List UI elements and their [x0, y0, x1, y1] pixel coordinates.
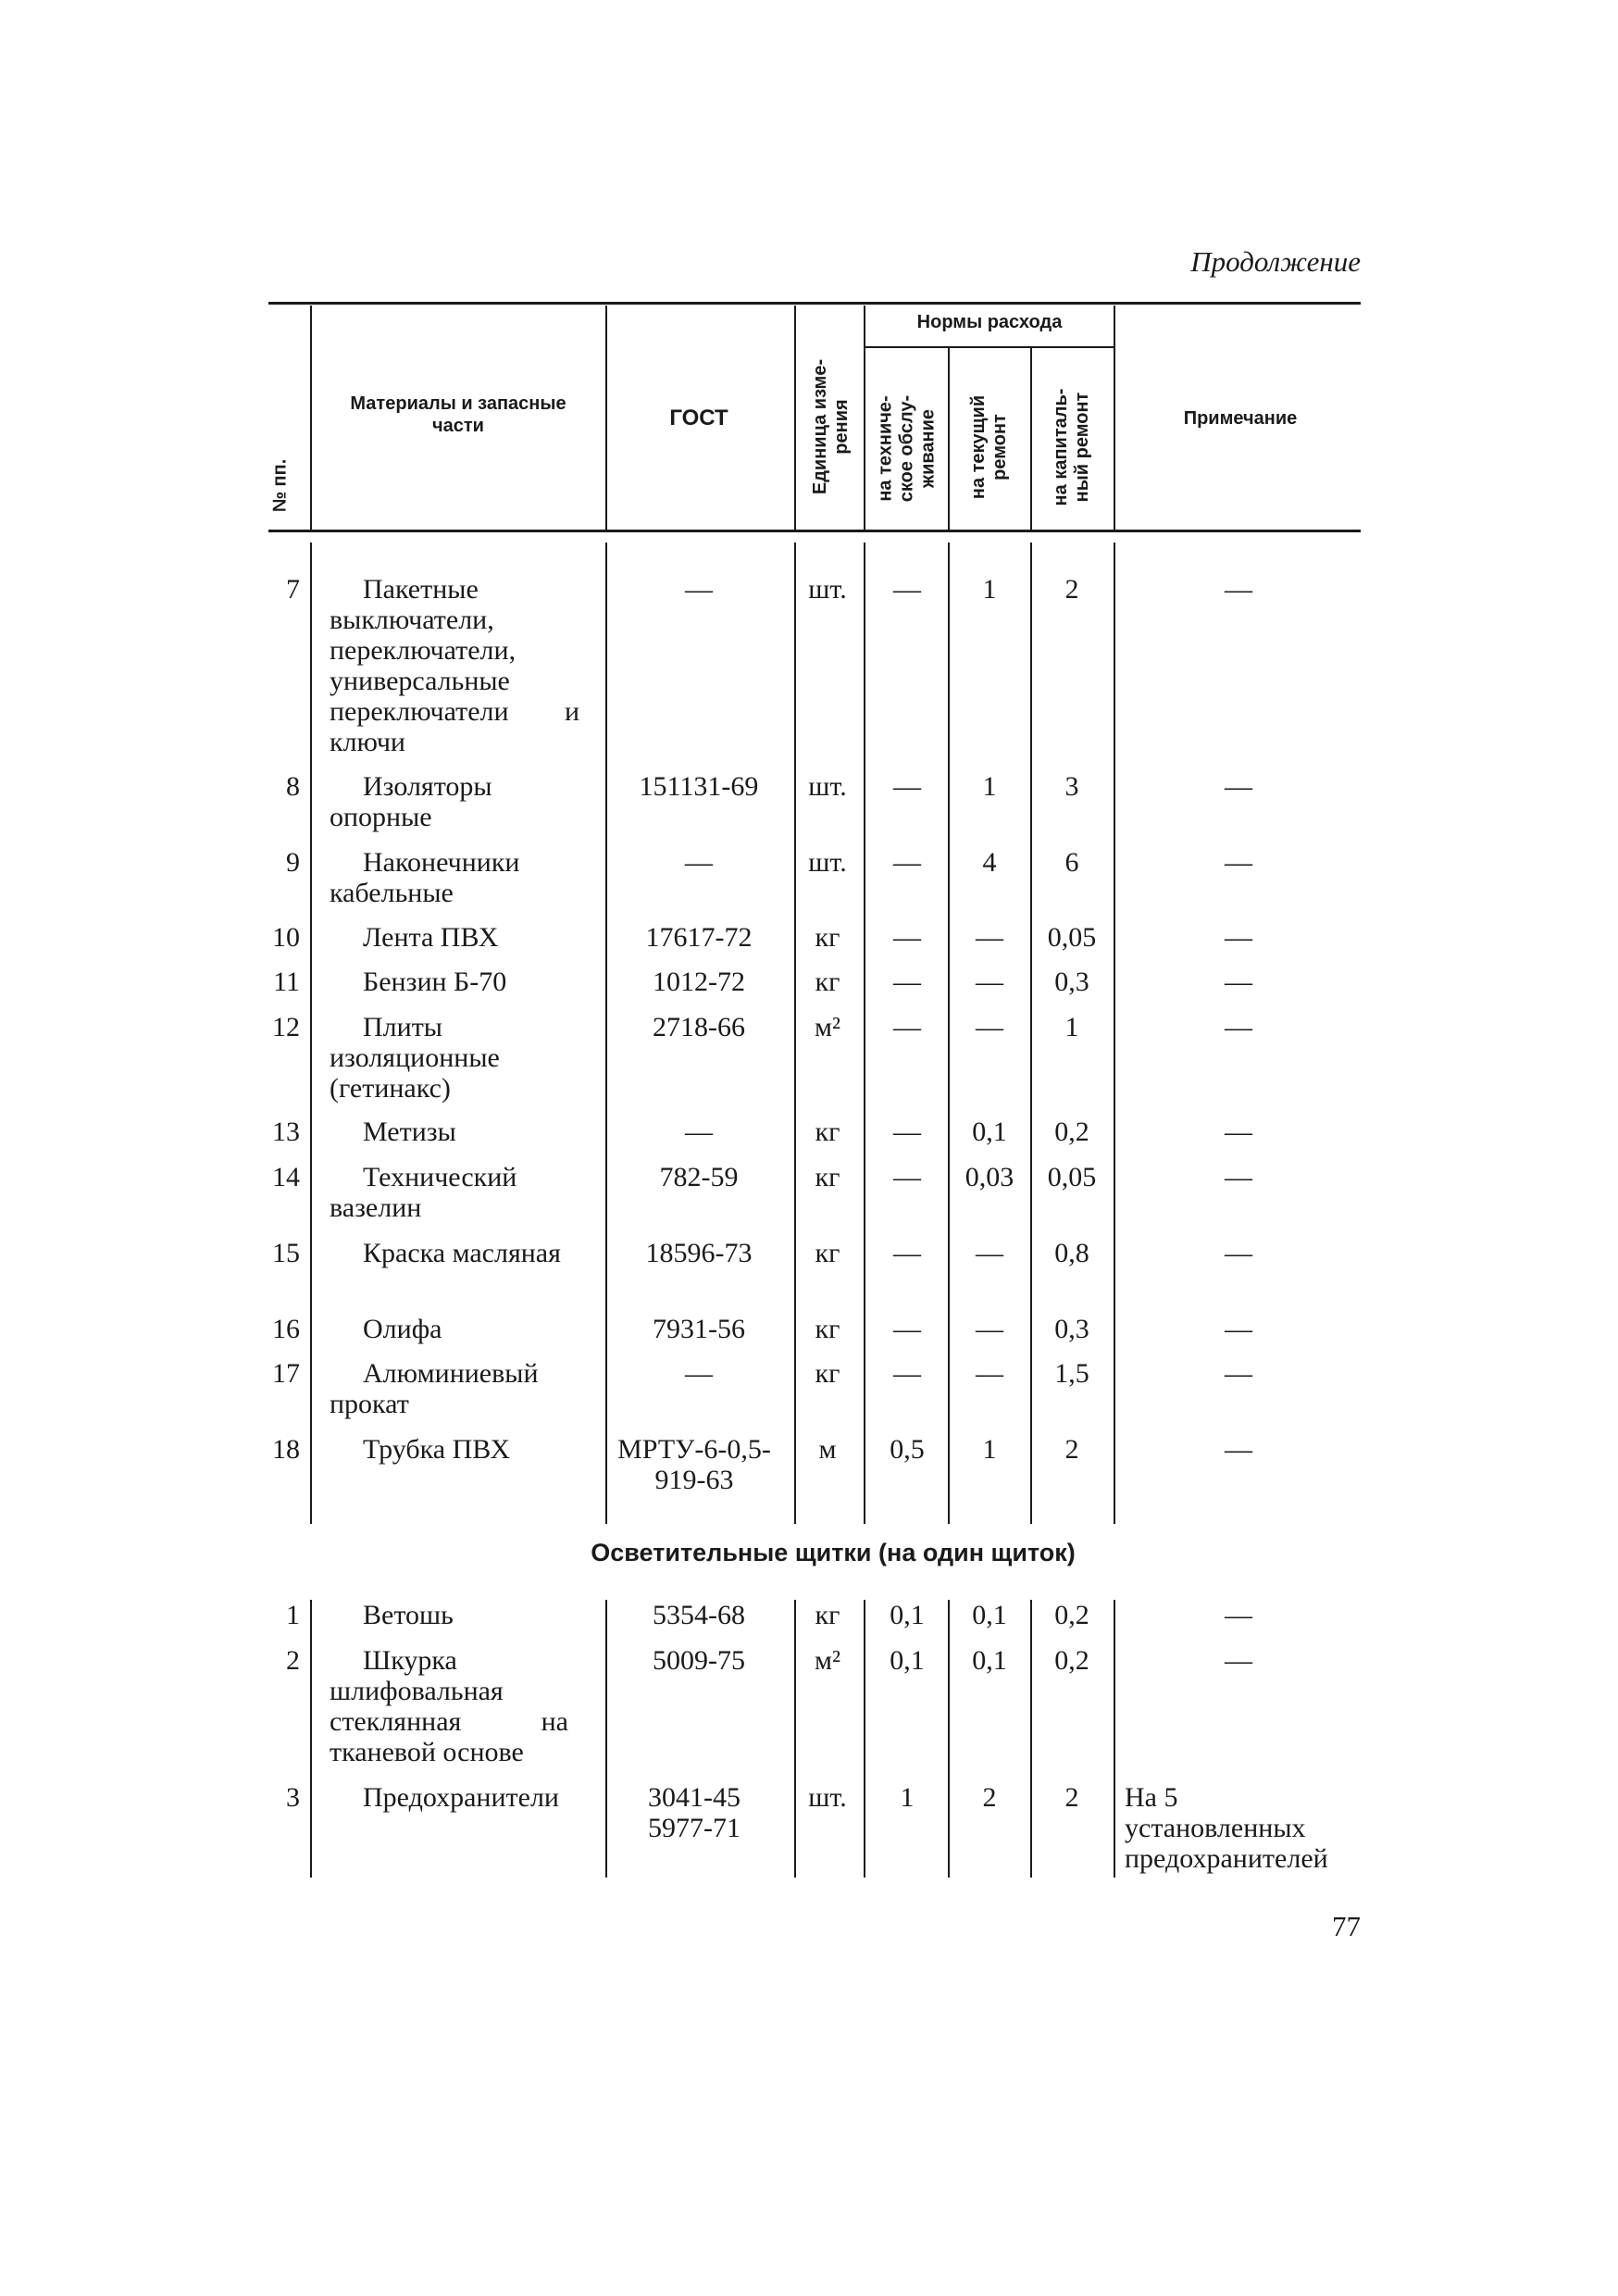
section-row-unit: шт. [808, 1782, 847, 1813]
section-row-num: 1 [286, 1600, 300, 1630]
row-capital: 2 [1064, 574, 1079, 605]
row-unit: м² [815, 1012, 840, 1042]
section-row-current: 0,1 [972, 1600, 1007, 1630]
row-current: — [976, 1358, 1003, 1389]
row-note: — [1225, 1012, 1252, 1042]
row-material: Пакетные выключатели, переключатели, универсальные переключатели и ключи [330, 574, 579, 757]
row-unit: кг [815, 967, 840, 997]
body-col-line [310, 1600, 312, 1878]
row-maintenance: — [893, 1117, 921, 1147]
row-unit: кг [815, 1238, 840, 1268]
header-materials [338, 393, 579, 437]
row-capital: 0,3 [1054, 967, 1089, 997]
header-norms: Нормы расхода [916, 312, 1063, 332]
body-col-line [1030, 1600, 1032, 1878]
section-row-gost: 3041-45 5977-71 [648, 1782, 741, 1843]
table-top-rule [268, 302, 1361, 305]
body-col-line [948, 1600, 950, 1878]
continuation-label: Продолжение [1190, 245, 1361, 278]
row-material: Изоляторы опорные [330, 771, 492, 832]
row-current: 1 [982, 574, 997, 605]
section-row-maintenance: 1 [900, 1782, 915, 1813]
section-row-gost: 5354-68 [653, 1600, 745, 1630]
header-col-line [310, 306, 312, 530]
section-row-unit: м² [815, 1645, 840, 1676]
header-note: Примечание [1183, 408, 1298, 429]
header-col-line [794, 306, 796, 530]
row-capital: 1,5 [1054, 1358, 1089, 1389]
row-maintenance: — [893, 771, 921, 802]
header-col-line [1030, 348, 1032, 530]
header-materials-text: Материалы и запасные части [350, 393, 566, 436]
header-num: № пп. [269, 458, 291, 513]
section-row-maintenance: 0,1 [890, 1645, 925, 1676]
row-num: 17 [272, 1358, 300, 1389]
row-unit: шт. [808, 574, 847, 605]
row-unit: шт. [808, 847, 847, 878]
section-row-note: — [1225, 1645, 1252, 1676]
row-current: 1 [982, 771, 997, 802]
section-row-material: Предохранители [363, 1782, 559, 1813]
row-maintenance: — [893, 967, 921, 997]
section-row-material: Ветошь [363, 1600, 454, 1630]
row-material: Технический вазелин [330, 1162, 517, 1223]
header-capital-repair: на капиталь-ный ремонт [1051, 388, 1092, 506]
row-current: — [976, 967, 1003, 997]
row-note: — [1225, 922, 1252, 953]
row-num: 13 [272, 1117, 300, 1147]
row-material: Трубка ПВХ [363, 1434, 511, 1465]
header-col-line [948, 348, 950, 530]
header-unit: Единица изме-рения [810, 358, 852, 495]
row-current: — [976, 922, 1003, 953]
norms-divider-rule [865, 346, 1114, 348]
row-note: — [1225, 1117, 1252, 1147]
row-num: 9 [286, 847, 300, 878]
header-current-repair: на текущий ремонт [968, 394, 1010, 500]
body-col-line [1114, 1600, 1115, 1878]
section-row-num: 2 [286, 1645, 300, 1676]
section-row-capital: 2 [1064, 1782, 1079, 1813]
section-row-maintenance: 0,1 [890, 1600, 925, 1630]
row-unit: м [818, 1434, 837, 1465]
row-capital: 0,05 [1047, 1162, 1097, 1192]
section-row-unit: кг [815, 1600, 840, 1630]
header-col-line [864, 306, 865, 530]
row-unit: кг [815, 1162, 840, 1192]
row-gost: — [685, 1358, 713, 1389]
row-material: Наконечники кабельные [330, 847, 520, 908]
row-gost: 782-59 [659, 1162, 739, 1192]
row-unit: кг [815, 1358, 840, 1389]
row-current: — [976, 1238, 1003, 1268]
row-maintenance: — [893, 574, 921, 605]
row-unit: кг [815, 1117, 840, 1147]
body-col-line [605, 1600, 607, 1878]
row-note: — [1225, 967, 1252, 997]
row-maintenance: — [893, 1238, 921, 1268]
row-num: 14 [272, 1162, 300, 1192]
row-maintenance: — [893, 1314, 921, 1344]
body-col-line [794, 1600, 796, 1878]
header-col-line [1114, 306, 1115, 530]
section-row-capital: 0,2 [1054, 1645, 1089, 1676]
row-gost: 17617-72 [645, 922, 753, 953]
row-note: — [1225, 1238, 1252, 1268]
row-capital: 0,05 [1047, 922, 1097, 953]
row-current: 4 [982, 847, 997, 878]
section-row-note: — [1225, 1600, 1252, 1630]
section-row-current: 0,1 [972, 1645, 1007, 1676]
section-row-note: На 5 установленных предохранителей [1125, 1782, 1328, 1874]
row-material: Метизы [363, 1117, 456, 1147]
row-current: 0,03 [965, 1162, 1014, 1192]
row-capital: 0,2 [1054, 1117, 1089, 1147]
row-material: Краска масляная [363, 1238, 561, 1268]
header-gost: ГОСТ [669, 406, 728, 430]
row-gost: 1012-72 [653, 967, 745, 997]
body-col-line [1114, 543, 1115, 1524]
section-row-num: 3 [286, 1782, 300, 1813]
row-maintenance: — [893, 1012, 921, 1042]
row-note: — [1225, 574, 1252, 605]
row-note: — [1225, 847, 1252, 878]
header-col-line [605, 306, 607, 530]
row-num: 8 [286, 771, 300, 802]
row-note: — [1225, 1162, 1252, 1192]
row-capital: 0,3 [1054, 1314, 1089, 1344]
row-gost: 7931-56 [653, 1314, 745, 1344]
row-maintenance: — [893, 847, 921, 878]
row-maintenance: — [893, 1162, 921, 1192]
row-material: Алюминиевый прокат [330, 1358, 539, 1419]
row-current: 1 [982, 1434, 997, 1465]
row-material: Лента ПВХ [363, 922, 499, 953]
row-capital: 1 [1064, 1012, 1079, 1042]
row-unit: кг [815, 1314, 840, 1344]
row-num: 16 [272, 1314, 300, 1344]
section-row-material: Шкурка шлифовальная стеклянная на тканевой основе [330, 1645, 568, 1767]
row-current: — [976, 1314, 1003, 1344]
header-bottom-rule [268, 530, 1361, 532]
row-current: — [976, 1012, 1003, 1042]
row-capital: 2 [1064, 1434, 1079, 1465]
row-capital: 3 [1064, 771, 1079, 802]
row-maintenance: — [893, 1358, 921, 1389]
row-unit: кг [815, 922, 840, 953]
row-gost: — [685, 1117, 713, 1147]
row-capital: 0,8 [1054, 1238, 1089, 1268]
row-gost: 2718-66 [653, 1012, 745, 1042]
row-note: — [1225, 1314, 1252, 1344]
row-gost: — [685, 574, 713, 605]
row-note: — [1225, 1358, 1252, 1389]
section-row-capital: 0,2 [1054, 1600, 1089, 1630]
row-num: 7 [286, 574, 300, 605]
row-gost: — [685, 847, 713, 878]
row-unit: шт. [808, 771, 847, 802]
section-title: Осветительные щитки (на один щиток) [591, 1539, 1076, 1566]
row-gost: 18596-73 [645, 1238, 753, 1268]
row-num: 11 [273, 967, 300, 997]
row-capital: 6 [1064, 847, 1079, 878]
section-row-current: 2 [982, 1782, 997, 1813]
row-material: Плиты изоляционные (гетинакс) [330, 1012, 500, 1104]
row-material: Бензин Б-70 [363, 967, 507, 997]
section-row-gost: 5009-75 [653, 1645, 745, 1676]
body-col-line [864, 1600, 865, 1878]
header-maintenance: на техниче-ское обслу-живание [875, 394, 939, 503]
row-note: — [1225, 1434, 1252, 1465]
body-col-line [310, 543, 312, 1524]
row-num: 12 [272, 1012, 300, 1042]
row-material: Олифа [363, 1314, 442, 1344]
row-current: 0,1 [972, 1117, 1007, 1147]
row-num: 18 [272, 1434, 300, 1465]
row-gost: МРТУ-6-0,5-919-63 [617, 1434, 771, 1495]
page-number: 77 [1332, 1910, 1361, 1942]
row-maintenance: — [893, 922, 921, 953]
row-maintenance: 0,5 [890, 1434, 925, 1465]
row-num: 15 [272, 1238, 300, 1268]
row-num: 10 [272, 922, 300, 953]
row-gost: 151131-69 [639, 771, 759, 802]
row-note: — [1225, 771, 1252, 802]
